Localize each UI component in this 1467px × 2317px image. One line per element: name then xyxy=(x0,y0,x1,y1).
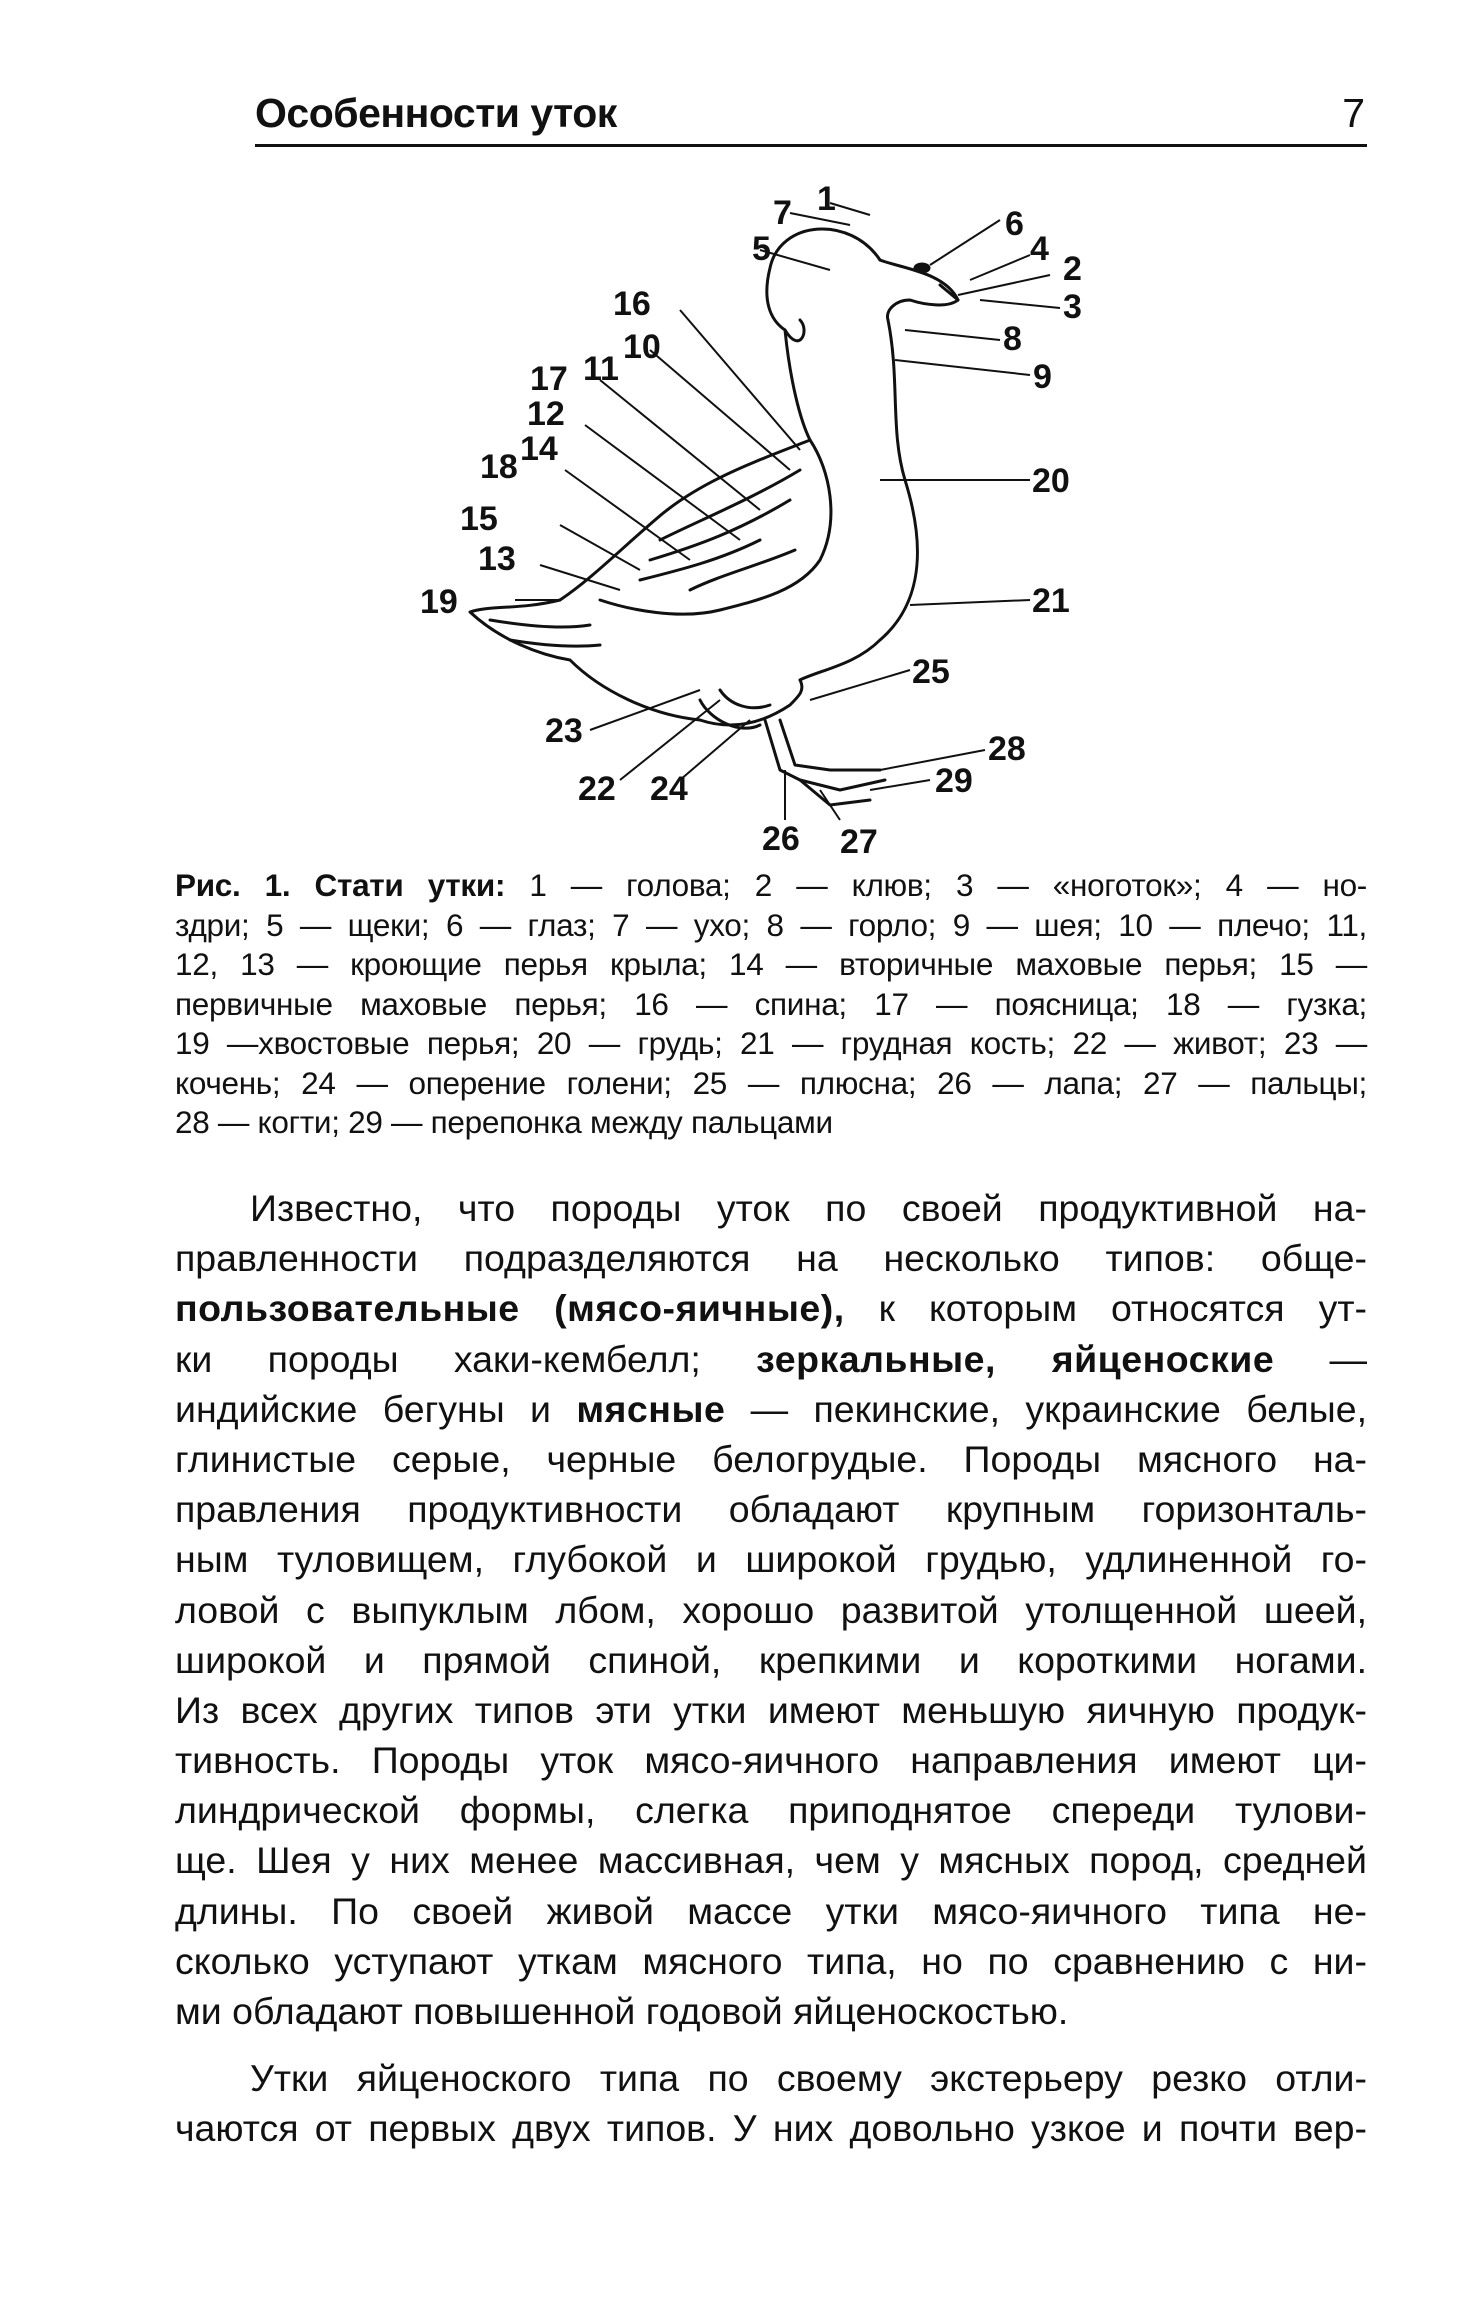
figure-label-6: 6 xyxy=(1005,205,1024,243)
figure-label-2: 2 xyxy=(1063,250,1082,288)
text-line: Из всех других типов эти утки имеют меньшую яичную продук- xyxy=(175,1688,1367,1731)
figure-label-21: 21 xyxy=(1032,582,1070,620)
figure-label-12: 12 xyxy=(527,395,565,433)
caption-line-3: 12, 13 — кроющие перья крыла; 14 — вторичные маховые перья; 15 — xyxy=(175,946,1367,982)
text-line: ми обладают повышенной годовой яйценоскостью. xyxy=(175,1990,1069,2032)
figure-label-7: 7 xyxy=(773,194,792,232)
figure-label-1: 1 xyxy=(817,180,836,218)
text-line: Известно, что породы уток по своей продуктивной на- xyxy=(250,1187,1367,1229)
chapter-title: Особенности уток xyxy=(255,90,617,136)
bold-term: пользовательные (мясо-яичные), xyxy=(175,1287,845,1330)
leader-lines xyxy=(515,203,1060,820)
figure-label-14: 14 xyxy=(520,430,558,468)
figure-label-5: 5 xyxy=(752,230,771,268)
caption-line-7: 28 — когти; 29 — перепонка между пальцами xyxy=(175,1104,833,1140)
caption-lead: Рис. 1. Стати утки: xyxy=(175,867,506,903)
text-line: чаются от первых двух типов. У них довольно узкое и почти вер- xyxy=(175,2107,1367,2150)
figure-label-28: 28 xyxy=(988,730,1026,768)
text-line: Утки яйценоского типа по своему экстерьеру резко отли- xyxy=(250,2057,1367,2099)
duck-illustration xyxy=(400,175,1120,875)
text-line: ки породы хаки-кембелл; зеркальные, яйценоские — xyxy=(175,1337,1367,1380)
figure-label-23: 23 xyxy=(545,712,583,750)
figure-label-20: 20 xyxy=(1032,462,1070,500)
paragraph-2 xyxy=(175,2053,1367,2153)
figure-label-27: 27 xyxy=(840,823,878,861)
text-line: пользовательные (мясо-яичные), к которым относятся ут- xyxy=(175,1287,1367,1330)
figure-label-15: 15 xyxy=(460,500,498,538)
figure-label-22: 22 xyxy=(578,770,616,808)
running-header xyxy=(255,88,1367,147)
text-line: индийские бегуны и мясные — пекинские, украинские белые, xyxy=(175,1387,1367,1430)
text-line: линдрической формы, слегка приподнятое спереди тулови- xyxy=(175,1789,1367,1832)
text-line: ловой с выпуклым лбом, хорошо развитой утолщенной шеей, xyxy=(175,1588,1367,1631)
figure-label-25: 25 xyxy=(912,653,950,691)
figure-label-26: 26 xyxy=(762,820,800,858)
text-line: широкой и прямой спиной, крепкими и короткими ногами. xyxy=(175,1638,1367,1681)
figure-label-11: 11 xyxy=(583,350,619,388)
text-line: правления продуктивности обладают крупным горизонталь- xyxy=(175,1488,1367,1531)
figure-label-9: 9 xyxy=(1033,358,1052,396)
text-line: тивность. Породы уток мясо-яичного направления имеют ци- xyxy=(175,1739,1367,1782)
figure-label-10: 10 xyxy=(623,328,661,366)
figure-label-16: 16 xyxy=(613,285,651,323)
caption-line-2: здри; 5 — щеки; 6 — глаз; 7 — ухо; 8 — горло; 9 — шея; 10 — плечо; 11, xyxy=(175,906,1367,943)
text-line: сколько уступают уткам мясного типа, но по сравнению с ни- xyxy=(175,1939,1367,1982)
text-line: ным туловищем, глубокой и широкой грудью, удлиненной го- xyxy=(175,1538,1367,1581)
duck-outline xyxy=(470,229,958,805)
figure-caption xyxy=(175,866,1367,1143)
bold-term: мясные xyxy=(576,1387,726,1430)
figure-label-19: 19 xyxy=(420,583,458,621)
caption-line-4: первичные маховые перья; 16 — спина; 17 — поясница; 18 — гузка; xyxy=(175,985,1367,1022)
caption-line-6: кочень; 24 — оперение голени; 25 — плюсна; 26 — лапа; 27 — пальцы; xyxy=(175,1064,1367,1101)
page-number: 7 xyxy=(1342,90,1365,136)
figure-label-4: 4 xyxy=(1030,230,1049,268)
figure-label-17: 17 xyxy=(530,360,568,398)
figure-label-13: 13 xyxy=(478,540,516,578)
text-line: глинистые серые, черные белогрудые. Породы мясного на- xyxy=(175,1437,1367,1480)
bold-term: зеркальные, яйценоские xyxy=(756,1337,1275,1380)
text-line: ще. Шея у них менее массивная, чем у мясных пород, средней xyxy=(175,1839,1367,1882)
figure-label-8: 8 xyxy=(1003,320,1022,358)
figure-label-24: 24 xyxy=(650,770,688,808)
text-line: длины. По своей живой массе утки мясо-яичного типа не- xyxy=(175,1889,1367,1932)
caption-line-1: Рис. 1. Стати утки: 1 — голова; 2 — клюв; 3 — «ноготок»; 4 — но- xyxy=(175,867,1367,903)
figure-label-18: 18 xyxy=(480,448,518,486)
duck-anatomy-figure xyxy=(400,175,1120,875)
caption-line-5: 19 —хвостовые перья; 20 — грудь; 21 — грудная кость; 22 — живот; 23 — xyxy=(175,1025,1367,1061)
paragraph-1 xyxy=(175,1183,1367,2036)
figure-label-29: 29 xyxy=(935,762,973,800)
text-line: правленности подразделяются на несколько типов: обще- xyxy=(175,1237,1367,1280)
figure-label-3: 3 xyxy=(1063,288,1082,326)
